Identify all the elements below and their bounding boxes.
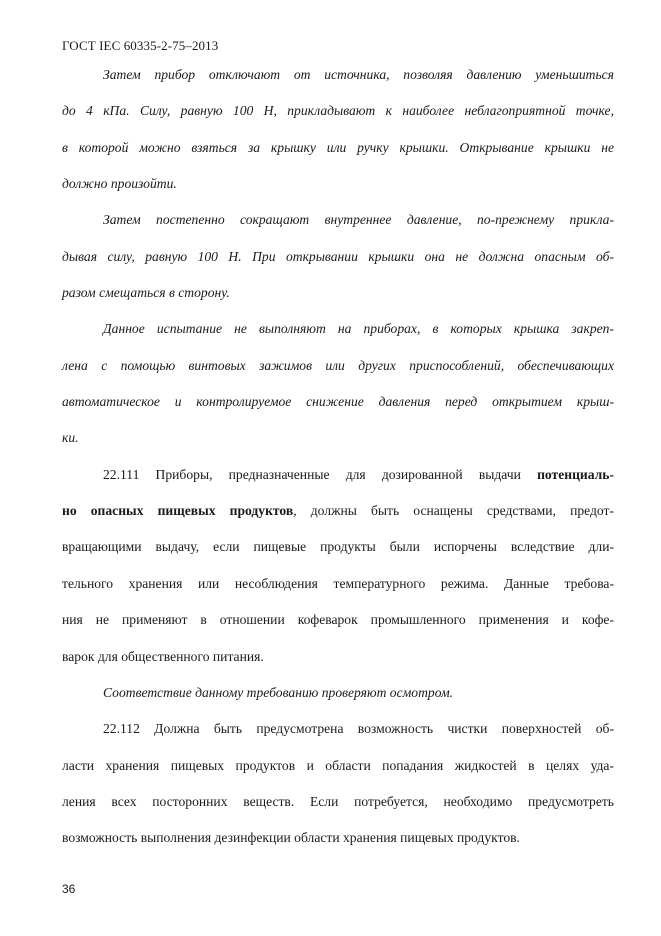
text-line: тельного хранения или несоблюдения температурного режима. Данные требова-: [62, 575, 614, 591]
clause-text: 22.111 Приборы, предназначенные для дозированной выдачи: [103, 466, 538, 482]
paragraph-compliance-check: [62, 675, 614, 711]
text-line: в которой можно взяться за крышку или ручку крышки. Открывание крышки не: [62, 139, 614, 155]
text-line: Затем постепенно сокращают внутреннее давление, по-прежнему прикла-: [103, 212, 614, 228]
text-line: разом смещаться в сторону.: [62, 285, 230, 301]
text-line: дывая силу, равную 100 Н. При открывании крышки она не должна опасным об-: [62, 248, 614, 264]
text-line: лена с помощью винтовых зажимов или других приспособлений, обеспечивающих: [62, 357, 614, 373]
paragraph-pressure-reduction: [62, 202, 614, 311]
text-line: Соответствие данному требованию проверяют осмотром.: [103, 684, 454, 700]
clause-22-112: [62, 711, 614, 856]
text-line: [62, 457, 614, 493]
text-line: ласти хранения пищевых продуктов и области попадания жидкостей в целях уда-: [62, 757, 614, 773]
text-line: ния не применяют в отношении кофеварок промышленного применения и кофе-: [62, 612, 614, 628]
text-line: Данное испытание не выполняют на приборах, в которых крышка закреп-: [103, 321, 614, 337]
clause-text: , должны быть оснащены средствами, предот-: [293, 503, 614, 519]
defined-term: но опасных пищевых продуктов: [62, 503, 294, 519]
text-line: 22.112 Должна быть предусмотрена возможность чистки поверхностей об-: [103, 721, 614, 737]
text-line: до 4 кПа. Силу, равную 100 Н, прикладывают к наиболее неблагоприятной точке,: [62, 103, 614, 119]
text-line: должно произойти.: [62, 176, 177, 192]
text-line: Затем прибор отключают от источника, позволяя давлению уменьшиться: [103, 67, 614, 82]
page-number: 36: [62, 882, 76, 896]
text-line: автоматическое и контролируемое снижение давления перед открытием крыш-: [62, 394, 614, 410]
text-line: варок для общественного питания.: [62, 648, 264, 664]
defined-term: потенциаль-: [537, 466, 614, 482]
text-line: ки.: [62, 430, 79, 446]
document-body: [62, 57, 614, 857]
paragraph-lid-release-test: [62, 57, 614, 202]
text-line: возможность выполнения дезинфекции области хранения пищевых продуктов.: [62, 830, 520, 846]
text-line: вращающими выдачу, если пищевые продукты были испорчены вследствие дли-: [62, 539, 614, 555]
paragraph-test-exemption: [62, 311, 614, 456]
text-line: ления всех посторонних веществ. Если потребуется, необходимо предусмотреть: [62, 793, 614, 809]
document-header: ГОСТ IEC 60335-2-75–2013: [62, 38, 219, 53]
clause-22-111: [62, 457, 614, 675]
text-line: [62, 493, 614, 529]
